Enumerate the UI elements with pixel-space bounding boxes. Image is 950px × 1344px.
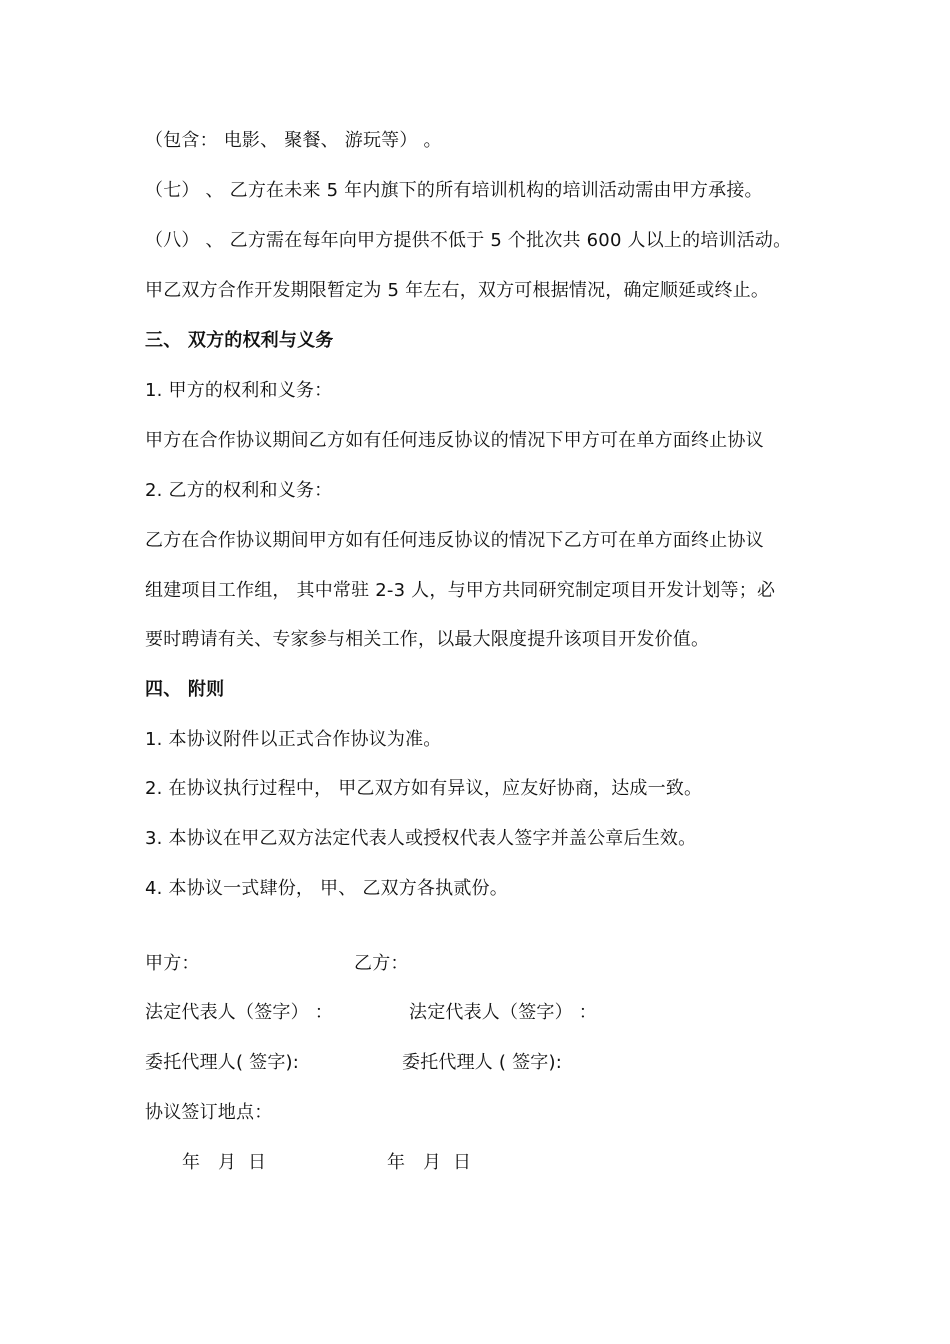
signing-place-label: 协议签订地点： bbox=[145, 1102, 273, 1123]
party-a-rights-text: 甲方在合作协议期间乙方如有任何违反协议的情况下甲方可在单方面终止协议 bbox=[145, 430, 764, 451]
paragraph-cooperation-term: 甲乙双方合作开发期限暂定为 5 年左右，双方可根据情况，确定顺延或终止。 bbox=[145, 280, 770, 301]
signature-legal-rep-b: 法定代表人（签字） ： bbox=[409, 1002, 597, 1023]
appendix-item-4: 4. 本协议一式肆份， 甲、 乙双方各执贰份。 bbox=[145, 878, 508, 899]
appendix-item-2: 2. 在协议执行过程中， 甲乙双方如有异议，应友好协商，达成一致。 bbox=[145, 778, 703, 799]
signature-party-a-label: 甲方： bbox=[145, 953, 200, 974]
project-team-line-1: 组建项目工作组， 其中常驻 2-3 人，与甲方共同研究制定项目开发计划等；必 bbox=[145, 580, 776, 601]
paragraph-item-7: （七） 、 乙方在未来 5 年内旗下的所有培训机构的培训活动需由甲方承接。 bbox=[145, 180, 763, 201]
signature-agent-b: 委托代理人 ( 签字): bbox=[402, 1052, 562, 1073]
party-b-rights-title: 2. 乙方的权利和义务： bbox=[145, 480, 333, 501]
paragraph-item-8: （八） 、 乙方需在每年向甲方提供不低于 5 个批次共 600 人以上的培训活动。 bbox=[145, 230, 792, 251]
appendix-item-1: 1. 本协议附件以正式合作协议为准。 bbox=[145, 729, 442, 750]
section-heading-rights-obligations: 三、 双方的权利与义务 bbox=[145, 330, 334, 351]
signature-date-a: 年 月 日 bbox=[182, 1152, 267, 1173]
party-a-rights-title: 1. 甲方的权利和义务： bbox=[145, 380, 333, 401]
signature-legal-rep-a: 法定代表人（签字） ： bbox=[145, 1002, 333, 1023]
paragraph-activities-note: （包含： 电影、 聚餐、 游玩等） 。 bbox=[145, 130, 442, 151]
appendix-item-3: 3. 本协议在甲乙双方法定代表人或授权代表人签字并盖公章后生效。 bbox=[145, 828, 697, 849]
signature-date-b: 年 月 日 bbox=[387, 1152, 472, 1173]
party-b-rights-text: 乙方在合作协议期间甲方如有任何违反协议的情况下乙方可在单方面终止协议 bbox=[145, 530, 764, 551]
project-team-line-2: 要时聘请有关、专家参与相关工作，以最大限度提升该项目开发价值。 bbox=[145, 629, 710, 650]
section-heading-appendix: 四、 附则 bbox=[145, 679, 225, 700]
signature-agent-a: 委托代理人( 签字): bbox=[145, 1052, 300, 1073]
signature-party-b-label: 乙方： bbox=[354, 953, 409, 974]
